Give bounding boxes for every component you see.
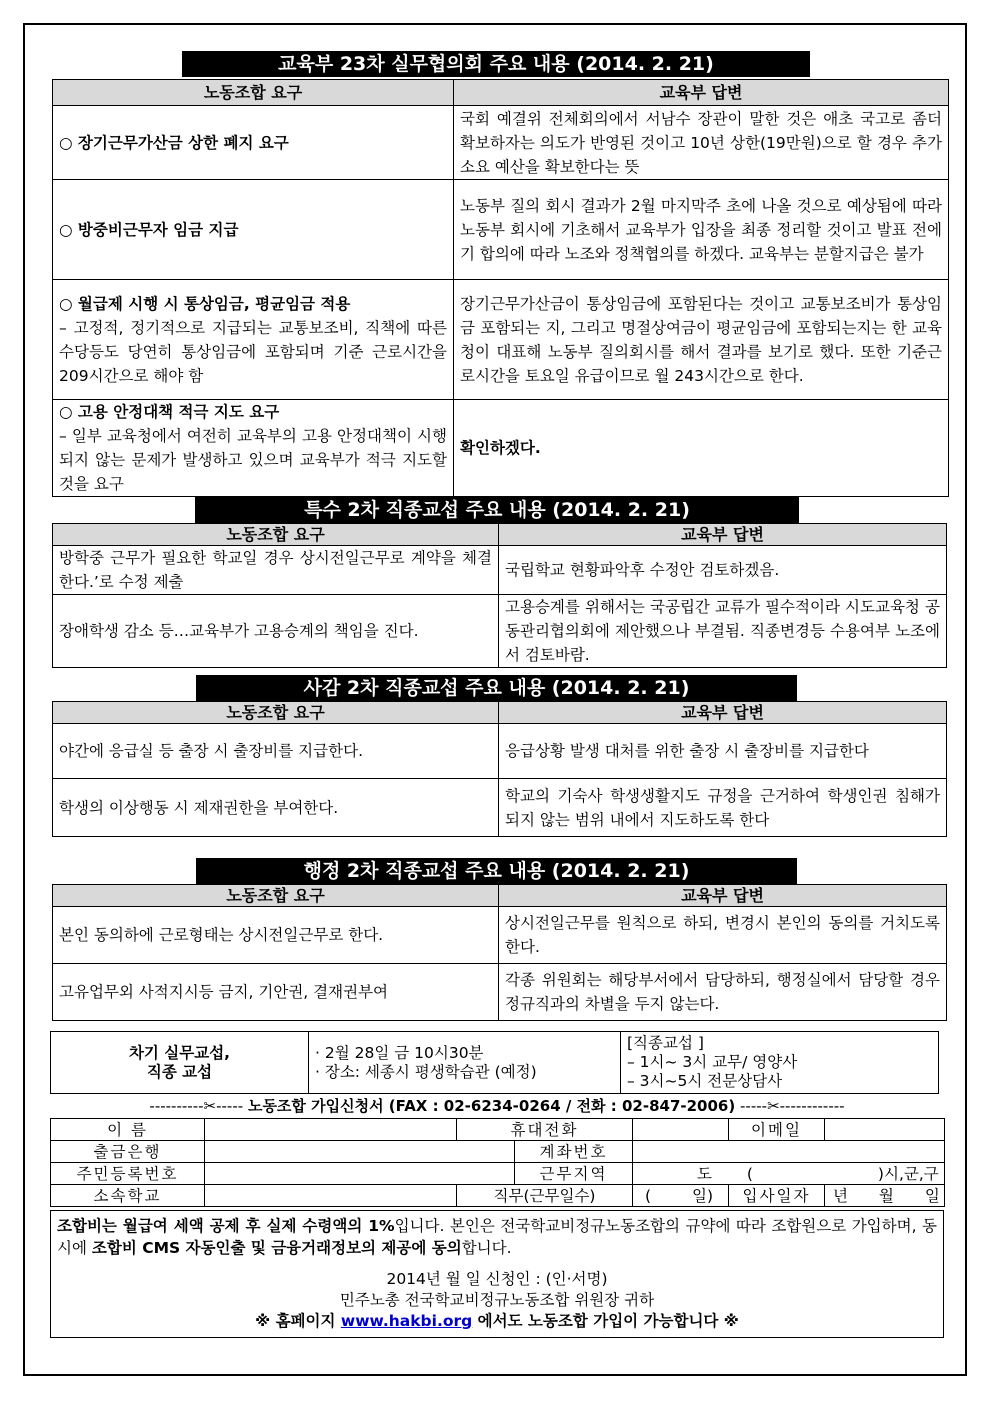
section4-table: [52, 884, 947, 1021]
homepage-link[interactable]: www.hakbi.org: [340, 1312, 473, 1330]
month-label: 월: [878, 1186, 894, 1205]
next-meeting-info: [309, 1032, 621, 1094]
bank-label: 출금은행: [51, 1141, 205, 1163]
scissors-cut-right: -----✂------------: [740, 1097, 845, 1115]
name-field[interactable]: [205, 1119, 457, 1141]
duty-label: 직무(근무일수): [457, 1185, 633, 1207]
email-field[interactable]: [825, 1119, 945, 1141]
answer-cell: 고용승계를 위해서는 국공립간 교류가 필수적이라 시도교육청 공동관리협의회에 제안했으나 부결됨. 직종변경등 수용여부 노조에서 검토바람.: [499, 595, 947, 668]
next-meeting-label-line1: 차기 실무교섭,: [128, 1043, 231, 1062]
next-meeting-label-line2: 직종 교섭: [146, 1062, 213, 1081]
answer-cell: 국회 예결위 전체회의에서 서남수 장관이 말한 것은 애초 국고로 좀더 확보하자는 의도가 반영된 것이고 10년 상한(19만원)으로 할 경우 추가 소요 예산을 확보한다는 뜻: [454, 106, 949, 180]
signup-form: [50, 1118, 945, 1207]
demand-detail: – 일부 교육청에서 여전히 교육부의 고용 안정대책이 시행되지 않는 문제가 발생하고 있으며 교육부가 적극 지도할 것을 요구: [59, 427, 447, 493]
col-header-answer: 교육부 답변: [454, 80, 949, 106]
table-row: [53, 546, 947, 595]
demand-cell: 본인 동의하에 근로형태는 상시전일근무로 한다.: [53, 907, 499, 964]
signup-heading-line: [52, 1096, 942, 1116]
demand-title: ○ 방중비근무자 임금 지급: [59, 220, 239, 239]
table-row: [53, 724, 947, 779]
demand-cell: 야간에 응급실 등 출장 시 출장비를 지급한다.: [53, 724, 499, 779]
section2-title: 특수 2차 직종교섭 주요 내용 (2014. 2. 21): [195, 497, 799, 523]
demand-cell: 학생의 이상행동 시 제재권한을 부여한다.: [53, 779, 499, 837]
duty-field[interactable]: [633, 1185, 729, 1207]
homepage-line: [57, 1311, 937, 1332]
table-row: [53, 400, 949, 497]
answer-cell: 학교의 기숙사 학생생활지도 규정을 근거하여 학생인권 침해가 되지 않는 범위 내에서 지도하도록 한다: [499, 779, 947, 837]
demand-detail: – 고정적, 정기적으로 지급되는 교통보조비, 직책에 따른 수당등도 당연히 통상임금에 포함되며 기준 근로시간을 209시간으로 해야 함: [59, 318, 447, 385]
phone-field[interactable]: [633, 1119, 729, 1141]
day-label: 일: [924, 1186, 940, 1205]
answer-cell: 응급상황 발생 대처를 위한 출장 시 출장비를 지급한다: [499, 724, 947, 779]
table-row: [53, 595, 947, 668]
work-area-field[interactable]: [633, 1163, 945, 1185]
email-label: 이메일: [729, 1119, 825, 1141]
phone-label: 휴대전화: [457, 1119, 633, 1141]
answer-cell: 국립학교 현황파악후 수정안 검토하겠음.: [499, 546, 947, 595]
col-header-demand: 노동조합 요구: [53, 524, 499, 546]
school-field[interactable]: [205, 1185, 457, 1207]
hire-date-field[interactable]: [825, 1185, 945, 1207]
account-label: 계좌번호: [515, 1141, 633, 1163]
demand-cell: 고유업무외 사적지시등 금지, 기안권, 결재권부여: [53, 964, 499, 1021]
table-row: [53, 280, 949, 400]
duty-close: 일): [692, 1186, 714, 1205]
area-do: 도: [697, 1164, 712, 1183]
demand-title: ○ 장기근무가산금 상한 폐지 요구: [59, 133, 289, 152]
next-meeting-date: · 2월 28일 금 10시30분: [315, 1043, 484, 1062]
table-row: [53, 106, 949, 180]
bank-field[interactable]: [205, 1141, 515, 1163]
duty-open: (: [645, 1186, 652, 1205]
account-field[interactable]: [633, 1141, 945, 1163]
col-header-answer: 교육부 답변: [499, 524, 947, 546]
consent-bold-2: 조합비 CMS 자동인출 및 금융거래정보의 제공에 동의: [91, 1239, 462, 1257]
answer-cell: 노동부 질의 회시 결과가 2월 마지막주 초에 나올 것으로 예상됨에 따라 노동부 회시에 기초해서 교육부가 입장을 최종 정리할 것이고 발표 전에 기 합의에 따라 노조와 정책협의를 하겠다. 교육부는 분할지급은 불가: [454, 180, 949, 280]
hire-date-label: 입사일자: [729, 1185, 825, 1207]
work-area-label: 근무지역: [515, 1163, 633, 1185]
scissors-cut-left: ----------✂-----: [149, 1097, 244, 1115]
next-meeting-place: · 장소: 세종시 평생학습관 (예정): [315, 1062, 537, 1081]
consent-bold-1: 조합비는 월급여 세액 공제 후 실제 수령액의 1%: [57, 1217, 395, 1235]
section2-table: [52, 523, 947, 668]
section1-table: [52, 79, 949, 497]
name-label: 이 름: [51, 1119, 205, 1141]
answer-cell: 장기근무가산금이 통상임금에 포함된다는 것이고 교통보조비가 통상임금 포함되는 지, 그리고 명절상여금이 평균임금에 포함되는지는 한 교육청이 대표해 노동부 질의회시를 해서 결과를 보기로 했다. 또한 기준근로시간을 토요일 유급이므로 월 243시간으로 한다.: [454, 280, 949, 400]
homepage-suffix: 에서도 노동조합 가입이 가능합니다 ※: [472, 1312, 739, 1330]
table-row: [53, 907, 947, 964]
section3-title: 사감 2차 직종교섭 주요 내용 (2014. 2. 21): [196, 675, 797, 701]
answer-cell: 확인하겠다.: [454, 400, 949, 497]
consent-text-1: 입니다. 본인은 전국학교비정규노동조합의 규약에 따라 조합원으로 가입하며, 동시에: [57, 1217, 937, 1257]
area-rest: )시,군,구: [877, 1164, 939, 1183]
table-row: [53, 180, 949, 280]
col-header-demand: 노동조합 요구: [53, 80, 454, 106]
demand-cell: [53, 106, 454, 180]
demand-cell: [53, 180, 454, 280]
resident-no-field[interactable]: [205, 1163, 515, 1185]
col-header-demand: 노동조합 요구: [53, 702, 499, 724]
signup-heading: 노동조합 가입신청서 (FAX : 02-6234-0264 / 전화 : 02-847-2006): [247, 1097, 736, 1115]
next-meeting-label: [51, 1032, 309, 1094]
schedule-item: – 1시~ 3시 교무/ 영양사: [627, 1053, 798, 1071]
next-meeting-box: [50, 1031, 939, 1094]
section1-title: 교육부 23차 실무협의회 주요 내용 (2014. 2. 21): [182, 51, 810, 77]
apply-line: 2014년 월 일 신청인 : (인·서명): [386, 1270, 608, 1288]
table-row: [53, 779, 947, 837]
school-label: 소속학교: [51, 1185, 205, 1207]
demand-title: ○ 월급제 시행 시 통상임금, 평균임금 적용: [59, 294, 351, 313]
schedule-item: – 3시~5시 전문상담사: [627, 1072, 783, 1090]
consent-box: [50, 1210, 944, 1338]
col-header-demand: 노동조합 요구: [53, 885, 499, 907]
addressee-line: 민주노총 전국학교비정규노동조합 위원장 귀하: [339, 1291, 655, 1309]
homepage-prefix: ※ 홈페이지: [255, 1312, 341, 1330]
answer-cell: 상시전일근무를 원칙으로 하되, 변경시 본인의 동의를 거치도록 한다.: [499, 907, 947, 964]
consent-text: [57, 1215, 937, 1259]
col-header-answer: 교육부 답변: [499, 885, 947, 907]
demand-cell: [53, 400, 454, 497]
col-header-answer: 교육부 답변: [499, 702, 947, 724]
demand-cell: [53, 280, 454, 400]
demand-cell: 장애학생 감소 등…교육부가 고용승계의 책임을 진다.: [53, 595, 499, 668]
demand-cell: 방학중 근무가 필요한 학교일 경우 상시전일근무로 계약을 체결한다.’로 수정 제출: [53, 546, 499, 595]
section4-title: 행정 2차 직종교섭 주요 내용 (2014. 2. 21): [196, 858, 797, 884]
answer-cell: 각종 위원회는 해당부서에서 담당하되, 행정실에서 담당할 경우 정규직과의 차별을 두지 않는다.: [499, 964, 947, 1021]
consent-text-2: 합니다.: [461, 1239, 512, 1257]
table-row: [53, 964, 947, 1021]
area-open: (: [746, 1164, 753, 1183]
demand-title: ○ 고용 안정대책 적극 지도 요구: [59, 403, 280, 421]
next-meeting-schedule: [621, 1032, 939, 1094]
year-label: 년: [833, 1186, 848, 1205]
schedule-title: [직종교섭 ]: [627, 1034, 704, 1052]
resident-no-label: 주민등록번호: [51, 1163, 205, 1185]
section3-table: [52, 701, 947, 837]
